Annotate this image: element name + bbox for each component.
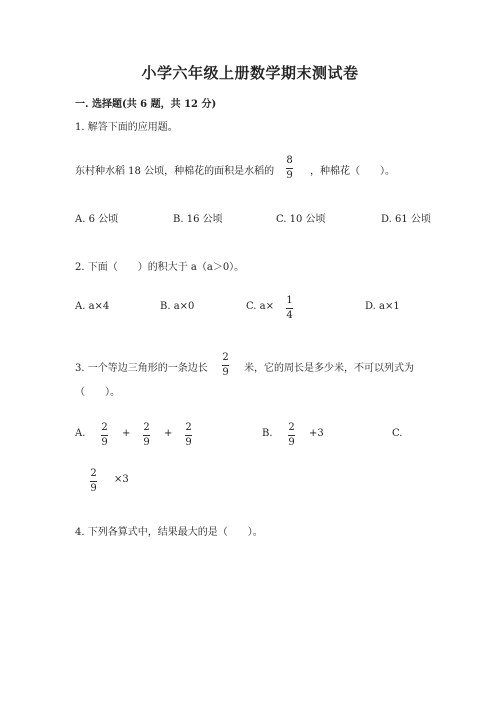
q3-option-b-fraction [288,422,295,449]
fraction-denominator: 9 [101,437,108,448]
fraction-bar [286,168,293,169]
q2-option-d[interactable]: D. a×1 [365,301,400,312]
fraction-bar [288,435,295,436]
q3-option-a-fraction-3 [185,422,192,449]
q1-option-c[interactable]: C. 10 公顷 [276,214,326,225]
section-heading: 一. 选择题(共 6 题，共 12 分) [75,99,217,110]
q1-option-d[interactable]: D. 61 公顷 [381,214,431,225]
q3-fraction [222,352,229,379]
q2-option-c-fraction [286,295,293,322]
fraction-bar [286,308,293,309]
page-title: 小学六年级上册数学期末测试卷 [141,64,359,82]
q1-option-a[interactable]: A. 6 公顷 [75,214,119,225]
q3-option-a-label[interactable]: A. [75,428,86,439]
fraction-bar [185,435,192,436]
q1-text-before: 东村种水稻 18 公顷，种棉花的面积是水稻的 [75,166,275,177]
fraction-numerator: 2 [222,352,229,363]
q3-stem-line2: （ ）。 [75,387,120,398]
fraction-numerator: 1 [286,295,293,306]
q4-stem: 4. 下列各算式中，结果最大的是（ ）。 [75,527,263,538]
q1-option-b[interactable]: B. 16 公顷 [173,214,223,225]
fraction-bar [90,481,97,482]
fraction-numerator: 2 [185,422,192,433]
fraction-denominator: 4 [286,310,293,321]
fraction-denominator: 9 [90,483,97,494]
q3-option-a-fraction-1 [101,422,108,449]
fraction-denominator: 9 [222,367,229,378]
fraction-numerator: 2 [101,422,108,433]
q2-stem: 2. 下面（ ）的积大于 a（a＞0）。 [75,262,245,273]
fraction-numerator: 2 [143,422,150,433]
fraction-bar [101,435,108,436]
fraction-denominator: 9 [286,170,293,181]
fraction-numerator: 8 [286,155,293,166]
fraction-denominator: 9 [185,437,192,448]
fraction-bar [222,365,229,366]
q1-stem: 1. 解答下面的应用题。 [75,122,178,133]
q3-option-a-fraction-2 [143,422,150,449]
q1-text-after: ，种棉花（ ）。 [310,166,395,177]
q2-option-c[interactable]: C. a× [246,301,274,312]
plus-sign: + [122,428,131,439]
q3-option-b-label[interactable]: B. [262,428,273,439]
q3-stem-before: 3. 一个等边三角形的一条边长 [75,363,208,374]
q2-option-a[interactable]: A. a×4 [75,301,110,312]
plus-sign: + [164,428,173,439]
q3-option-c-label[interactable]: C. [392,428,403,439]
q3-option-c-fraction [90,468,97,495]
q3-option-c-tail: ×3 [114,474,129,485]
fraction-numerator: 2 [90,468,97,479]
fraction-bar [143,435,150,436]
q3-stem-after: 米，它的周长是多少米，不可以列式为 [244,363,414,374]
q3-option-b-tail: +3 [309,428,324,439]
fraction-numerator: 2 [288,422,295,433]
fraction-denominator: 9 [288,437,295,448]
q1-fraction [286,155,293,182]
q2-option-b[interactable]: B. a×0 [160,301,195,312]
fraction-denominator: 9 [143,437,150,448]
